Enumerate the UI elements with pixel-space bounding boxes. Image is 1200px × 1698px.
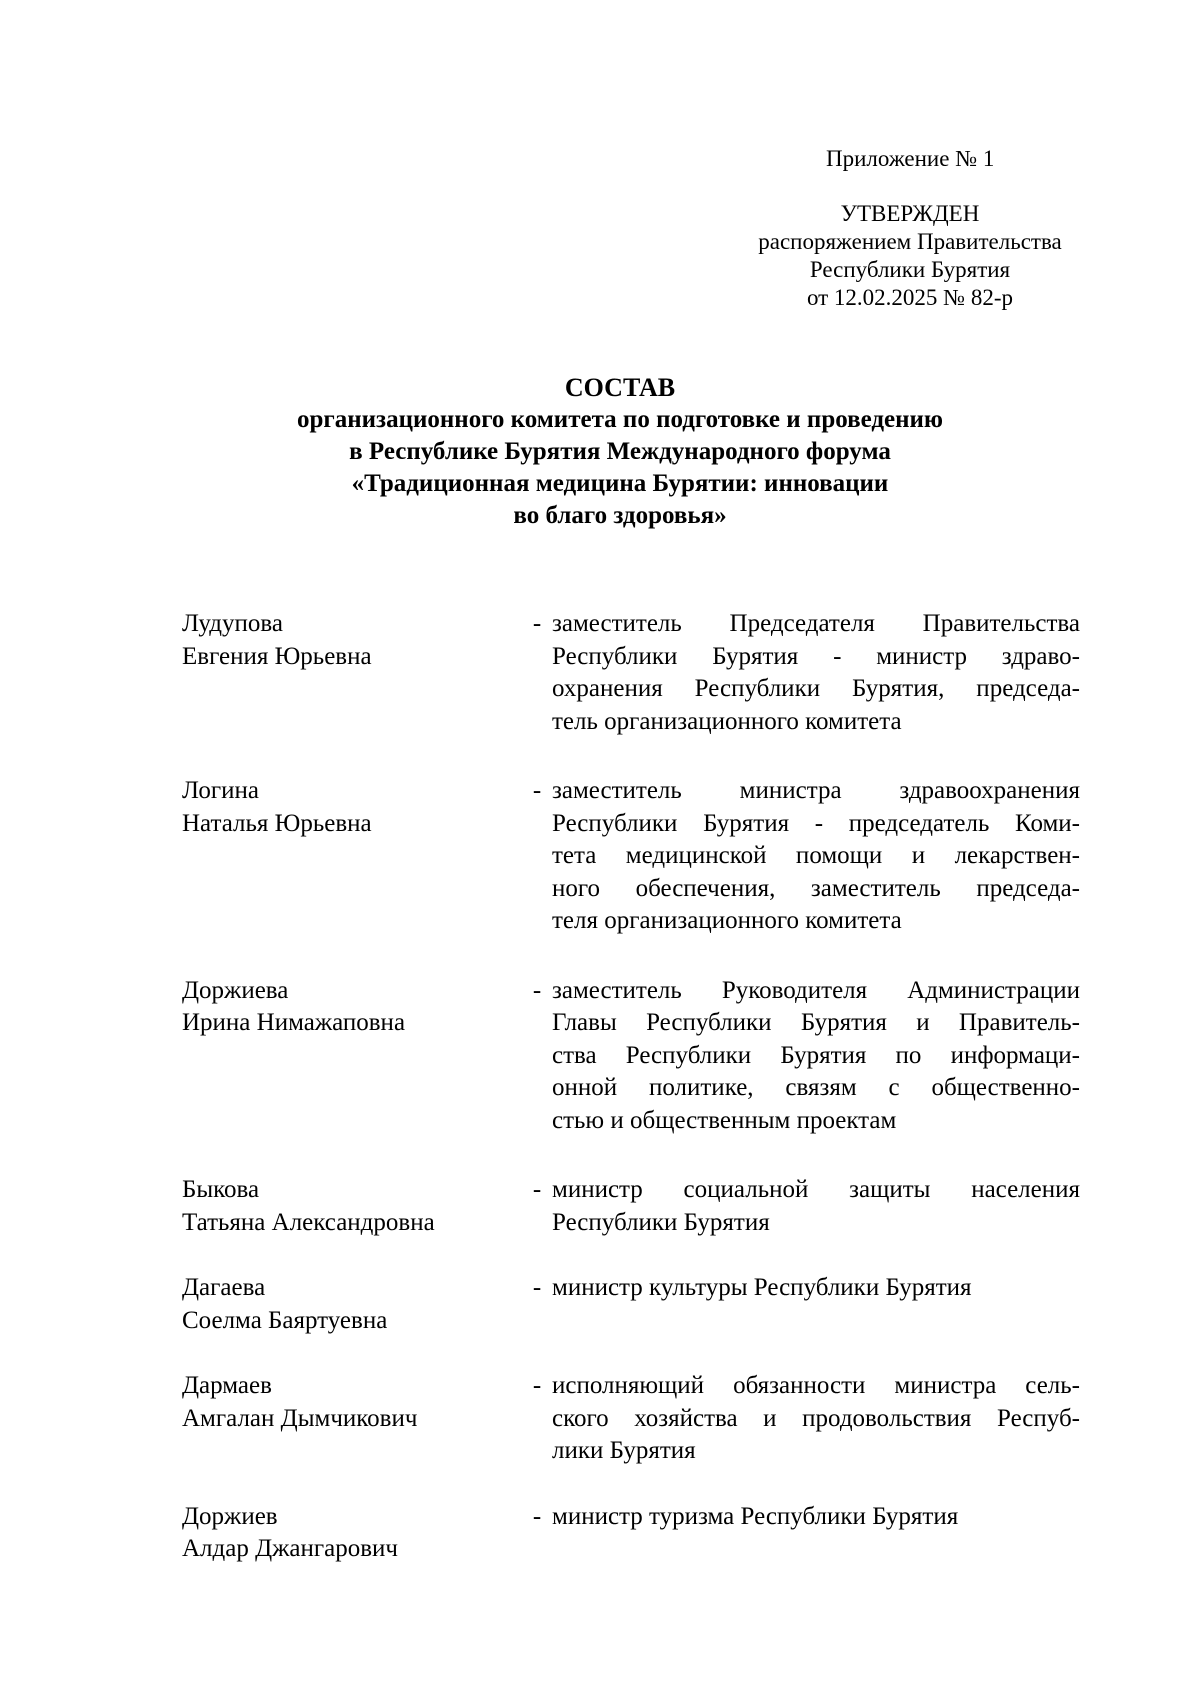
member-surname: Лудупова (182, 610, 283, 637)
member-given-name: Ирина Нимажаповна (182, 1009, 406, 1036)
member-name (182, 1272, 522, 1337)
members-list (182, 608, 1082, 1566)
member-given-name: Алдар Джангарович (182, 1535, 399, 1562)
member-entry (182, 1501, 1082, 1566)
member-role-line: охранения Республики Бурятия, председа- (552, 675, 1080, 702)
title-line-1: организационного комитета по подготовке и проведению (296, 406, 944, 433)
member-role-line: стью и общественным проектам (552, 1106, 897, 1134)
member-role (552, 1272, 1080, 1337)
member-role-line: министр социальной защиты населения (552, 1176, 1080, 1203)
approval-status: УТВЕРЖДЕН (840, 201, 980, 226)
member-entry (182, 608, 1082, 738)
member-role-line: ства Республики Бурятия по информаци- (552, 1041, 1080, 1069)
member-name (182, 1501, 522, 1566)
member-dash: - (532, 1274, 542, 1301)
member-role-line: онной политике, связям с общественно- (552, 1074, 1080, 1101)
member-role-line: Республики Бурятия - председатель Коми- (552, 809, 1080, 837)
member-role-line: тель организационного комитета (552, 707, 902, 735)
member-name (182, 975, 522, 1138)
member-role-line: заместитель Председателя Правительства (552, 610, 1080, 637)
member-entry (182, 1370, 1082, 1468)
title-line-3: «Традиционная медицина Бурятии: инновации (351, 470, 889, 497)
member-name (182, 775, 522, 938)
member-role (552, 1501, 1080, 1566)
member-dash: - (532, 1372, 542, 1399)
member-role-line: лики Бурятия (552, 1437, 696, 1464)
member-name (182, 608, 522, 738)
member-given-name: Татьяна Александровна (182, 1208, 435, 1236)
member-role-line: заместитель Руководителя Администрации (552, 976, 1080, 1004)
member-given-name: Амгалан Дымчикович (182, 1404, 418, 1432)
member-role-line: министр культуры Республики Бурятия (552, 1274, 972, 1301)
member-dash: - (532, 976, 542, 1004)
member-role (552, 1370, 1080, 1468)
approval-line-3: от 12.02.2025 № 82-р (806, 285, 1014, 310)
title-line-2: в Республике Бурятия Международного форума (349, 438, 891, 465)
member-role-line: теля организационного комитета (552, 907, 902, 934)
member-name (182, 1174, 522, 1239)
title-line-4: во благо здоровья» (513, 502, 727, 529)
member-role-line: Республики Бурятия - министр здраво- (552, 642, 1080, 670)
approval-line-2: Республики Бурятия (809, 257, 1011, 282)
document-title (180, 372, 1060, 532)
member-name (182, 1370, 522, 1468)
member-given-name: Соелма Баяртуевна (182, 1306, 388, 1334)
member-dash: - (532, 1176, 542, 1203)
member-surname: Дагаева (182, 1274, 266, 1301)
member-entry (182, 1174, 1082, 1239)
member-role-line: министр туризма Республики Бурятия (552, 1502, 959, 1530)
member-role-line: исполняющий обязанности министра сель- (552, 1372, 1080, 1399)
approval-stamp-block (740, 200, 1080, 312)
approval-line-1: распоряжением Правительства (758, 229, 1062, 254)
member-role (552, 608, 1080, 738)
member-dash: - (532, 777, 542, 804)
member-dash: - (532, 610, 542, 637)
member-role-line: заместитель министра здравоохранения (552, 777, 1080, 804)
member-role (552, 1174, 1080, 1239)
member-role (552, 775, 1080, 938)
member-given-name: Наталья Юрьевна (182, 809, 372, 837)
title-main: СОСТАВ (564, 373, 676, 402)
member-role-line: ного обеспечения, заместитель председа- (552, 874, 1080, 902)
member-surname: Дармаев (182, 1372, 272, 1399)
member-entry (182, 775, 1082, 938)
member-surname: Логина (182, 777, 259, 804)
member-dash: - (532, 1502, 542, 1530)
member-role-line: ского хозяйства и продовольствия Респуб- (552, 1404, 1080, 1432)
member-entry (182, 1272, 1082, 1337)
member-role (552, 975, 1080, 1138)
member-surname: Доржиев (182, 1502, 278, 1530)
member-entry (182, 975, 1082, 1138)
member-role-line: Республики Бурятия (552, 1208, 770, 1236)
member-surname: Доржиева (182, 976, 289, 1004)
member-surname: Быкова (182, 1176, 260, 1203)
appendix-label: Приложение № 1 (826, 146, 995, 171)
member-given-name: Евгения Юрьевна (182, 642, 372, 670)
member-role-line: тета медицинской помощи и лекарствен- (552, 842, 1080, 869)
member-role-line: Главы Республики Бурятия и Правитель- (552, 1009, 1080, 1036)
